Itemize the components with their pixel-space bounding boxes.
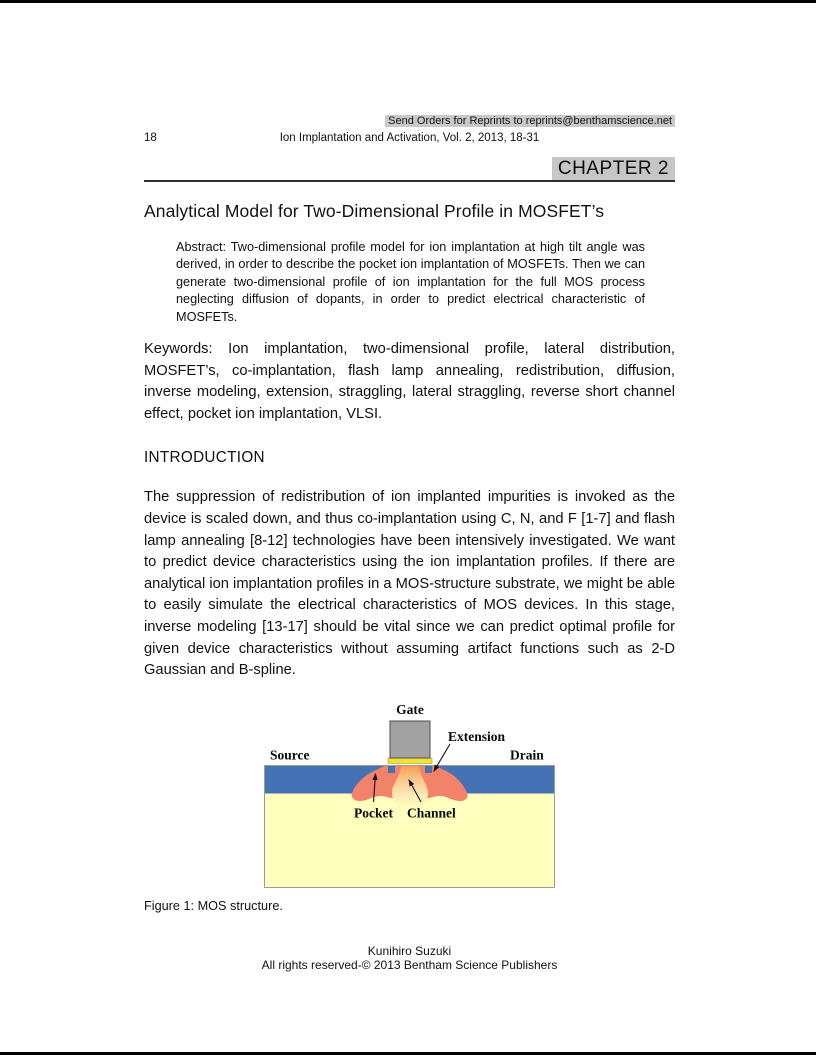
mos-structure-diagram bbox=[264, 696, 555, 888]
abstract-text: Abstract: Two-dimensional profile model for ion implantation at high tilt angle was derived, in order to describe the pocket ion implantation of MOSFETs. Then we can generate two-dimensional profile of ion implantation for the full MOS process neglecting diffusion of dopants, in order to predict electrical characteristic of MOSFETs. bbox=[176, 240, 645, 324]
drain-label: Drain bbox=[510, 747, 544, 763]
pocket-label: Pocket bbox=[354, 805, 393, 821]
intro-paragraph: The suppression of redistribution of ion implanted impurities is invoked as the device is scaled down, and thus co-implantation using C, N, and F [1-7] and flash lamp annealing [8-12] technologies have been intensively investigated. We want to predict device characteristics using the ion implantation profiles. If there are analytical ion implantation profiles in a MOS-structure substrate, we might be able to easily simulate the electrical characteristics of MOS devices. In this stage, inverse modeling [13-17] should be vital since we can predict optimal profile for given device characteristics without assuming artifact functions such as 2-D Gaussian and B-spline. bbox=[144, 489, 675, 679]
gate-shape bbox=[390, 721, 430, 758]
mos-structure-figure bbox=[264, 696, 555, 888]
gate-label: Gate bbox=[396, 701, 424, 717]
footer-author: Kunihiro Suzuki bbox=[367, 943, 452, 958]
page-edge-top bbox=[0, 0, 816, 3]
page-edge-bottom bbox=[0, 1052, 816, 1055]
page-footer bbox=[144, 944, 675, 973]
running-header bbox=[144, 131, 675, 146]
paper-title: Analytical Model for Two-Dimensional Profile in MOSFET’s bbox=[144, 201, 605, 221]
chapter-header-row bbox=[144, 157, 675, 182]
figure-caption: Figure 1: MOS structure. bbox=[144, 898, 283, 913]
reprint-notice-row bbox=[144, 114, 675, 129]
keywords-text: Keywords: Ion implantation, two-dimensional profile, lateral distribution, MOSFET’s, co-implantation, flash lamp annealing, redistribution, diffusion, inverse modeling, extension, straggling, lateral straggling, reverse short channel effect, pocket ion implantation, VLSI. bbox=[144, 341, 675, 422]
page-number: 18 bbox=[144, 132, 157, 144]
source-label: Source bbox=[270, 747, 310, 763]
journal-reference: Ion Implantation and Activation, Vol. 2, 2013, 18-31 bbox=[279, 132, 540, 144]
channel-label: Channel bbox=[407, 805, 456, 821]
left-spacer-notch bbox=[388, 765, 395, 773]
reprint-notice: Send Orders for Reprints to reprints@benthamscience.net bbox=[385, 115, 675, 127]
footer-copyright: All rights reserved-© 2013 Bentham Science Publishers bbox=[261, 958, 558, 973]
right-spacer-notch bbox=[425, 765, 432, 773]
chapter-badge: CHAPTER 2 bbox=[552, 157, 675, 180]
gate-oxide bbox=[388, 758, 432, 764]
extension-label: Extension bbox=[448, 728, 506, 744]
introduction-heading: INTRODUCTION bbox=[144, 449, 265, 467]
